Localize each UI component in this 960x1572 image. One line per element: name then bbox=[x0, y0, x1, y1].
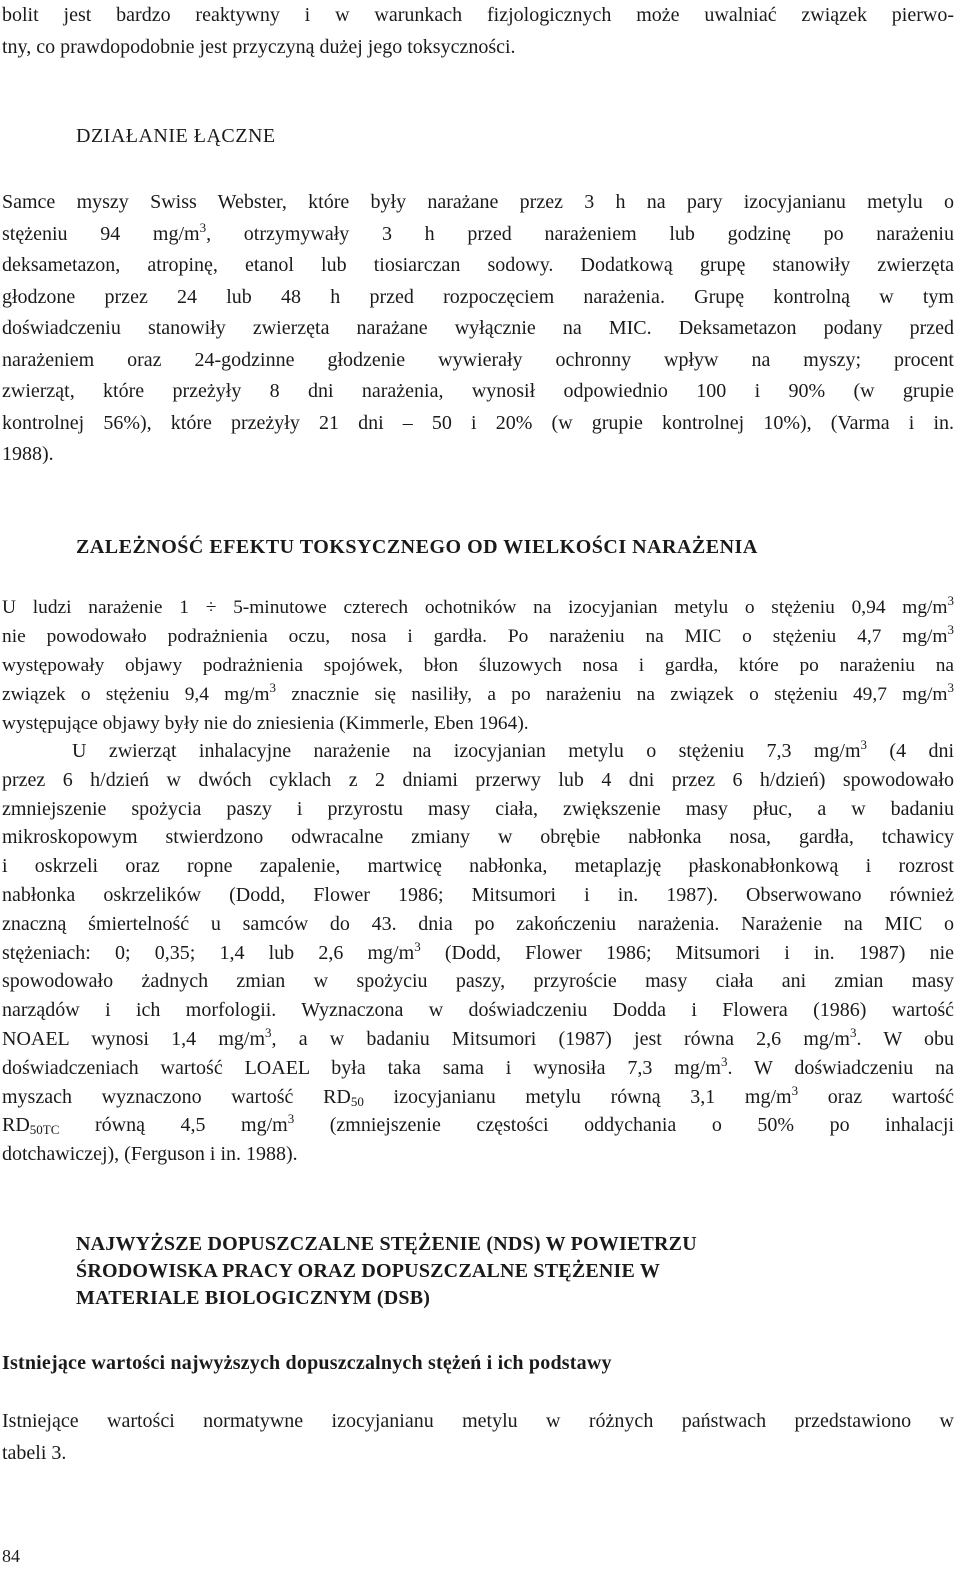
animals-paragraph bbox=[2, 737, 954, 1169]
text-line: zwierząt, które przeżyły 8 dni narażenia, wynosił odpowiednio 100 i 90% (w grupie bbox=[2, 380, 954, 402]
heading-line: ŚRODOWISKA PRACY ORAZ DOPUSZCZALNE STĘŻENIE W bbox=[76, 1260, 661, 1282]
text-line: tny, co prawdopodobnie jest przyczyną dużej jego toksyczności. bbox=[2, 35, 516, 58]
text-line: spowodowało żadnych zmian w spożyciu paszy, przyroście masy ciała ani zmian masy bbox=[2, 970, 954, 993]
text-line: występowały objawy podrażnienia spojówek, błon śluzowych nosa i gardła, które po narażeniu na bbox=[2, 655, 954, 676]
text-line: Samce myszy Swiss Webster, które były narażane przez 3 h na pary izocyjanianu metylu o bbox=[2, 191, 954, 213]
text-line: kontrolnej 56%), które przeżyły 21 dni – 50 i 20% (w grupie kontrolnej 10%), (Varma i in. bbox=[2, 411, 954, 434]
subsection-heading-existing-values: Istniejące wartości najwyższych dopuszczalnych stężeń i ich podstawy bbox=[2, 1352, 612, 1374]
text-line: dotchawiczej), (Ferguson i in. 1988). bbox=[2, 1143, 298, 1166]
humans-paragraph bbox=[2, 593, 954, 738]
section-heading-combined-action: DZIAŁANIE ŁĄCZNE bbox=[76, 125, 276, 147]
text-line: $RD_{50TC}$ równą 4,5 $mg/m^3$ (zmniejszenie częstości oddychania o 50% po inhalacji bbox=[2, 1111, 954, 1138]
text-line: stężeniach: 0; 0,35; 1,4 lub 2,6 $mg/m^3$ (Dodd, Flower 1986; Mitsumori i in. 1987) nie bbox=[2, 938, 954, 964]
text-line: myszach wyznaczono wartość $RD_{50}$ izocyjanianu metylu równą 3,1 $mg/m^3$ oraz wartość bbox=[2, 1082, 954, 1109]
text-line: zmniejszenie spożycia paszy i przyrostu masy ciała, zwiększenie masy płuc, a w badaniu bbox=[2, 797, 954, 820]
text-line: bolit jest bardzo reaktywny i w warunkach fizjologicznych może uwalniać związek pierwo- bbox=[2, 4, 954, 26]
text-line: U zwierząt inhalacyjne narażenie na izocyjanian metylu o stężeniu 7,3 $mg/m^3$ (4 dni bbox=[72, 737, 955, 762]
text-line: tabeli 3. bbox=[2, 1441, 67, 1464]
intro-paragraph bbox=[2, 0, 954, 63]
heading-line: NAJWYŻSZE DOPUSZCZALNE STĘŻENIE (NDS) W POWIETRZU bbox=[76, 1233, 697, 1255]
text-line: deksametazon, atropinę, etanol lub tiosiarczan sodowy. Dodatkową grupę stanowiły zwierzęta bbox=[2, 254, 954, 276]
text-line: nie powodowało podrażnienia oczu, nosa i gardła. Po narażeniu na MIC o stężeniu 4,7 $mg/m^3$ bbox=[2, 622, 954, 647]
existing-values-paragraph bbox=[2, 1406, 954, 1469]
text-line: występujące objawy były nie do zniesienia (Kimmerle, Eben 1964). bbox=[2, 713, 529, 734]
text-line: przez 6 h/dzień w dwóch cyklach z 2 dniami przerwy lub 4 dni przez 6 h/dzień) spowodowało bbox=[2, 768, 954, 791]
text-line: związek o stężeniu 9,4 $mg/m^3$ znacznie się nasiliły, a po narażeniu na związek o stężeniu 49,7 $mg/m^3$ bbox=[2, 680, 954, 705]
section-heading-nds-dsb bbox=[76, 1231, 697, 1312]
text-line: narażeniem oraz 24-godzinne głodzenie wywierały ochronny wpływ na myszy; procent bbox=[2, 348, 954, 371]
combined-action-paragraph bbox=[2, 187, 954, 471]
section-heading-dose-response: ZALEŻNOŚĆ EFEKTU TOKSYCZNEGO OD WIELKOŚCI NARAŻENIA bbox=[76, 536, 758, 558]
text-line: NOAEL wynosi 1,4 $mg/m^3$, a w badaniu Mitsumori (1987) jest równa 2,6 $mg/m^3$. W obu bbox=[2, 1024, 955, 1050]
text-line: głodzone przez 24 lub 48 h przed rozpoczęciem narażenia. Grupę kontrolną w tym bbox=[2, 285, 954, 308]
text-line: stężeniu 94 $mg/m^3$, otrzymywały 3 h przed narażeniem lub godzinę po narażeniu bbox=[2, 219, 954, 245]
text-line: nabłonka oskrzelików (Dodd, Flower 1986; Mitsumori i in. 1987). Obserwowano również bbox=[2, 883, 954, 906]
text-line: narządów i ich morfologii. Wyznaczona w doświadczeniu Dodda i Flowera (1986) wartość bbox=[2, 999, 954, 1022]
text-line: U ludzi narażenie 1 ÷ 5-minutowe czterech ochotników na izocyjanian metylu o stężeniu 0,94 $mg/m^3$ bbox=[2, 593, 954, 618]
text-line: 1988). bbox=[2, 443, 54, 465]
text-line: i oskrzeli oraz ropne zapalenie, martwicę nabłonka, metaplazję płaskonabłonkową i rozrost bbox=[2, 855, 954, 878]
text-line: doświadczeniach wartość LOAEL była taka sama i wynosiła 7,3 $mg/m^3$. W doświadczeniu na bbox=[2, 1053, 954, 1079]
text-line: mikroskopowym stwierdzono odwracalne zmiany w obrębie nabłonka nosa, gardła, tchawicy bbox=[2, 826, 954, 849]
text-line: znaczną śmiertelność u samców do 43. dnia po zakończeniu narażenia. Narażenie na MIC o bbox=[2, 912, 954, 935]
page-number: 84 bbox=[2, 1546, 20, 1566]
heading-line: MATERIALE BIOLOGICZNYM (DSB) bbox=[76, 1287, 431, 1309]
text-line: doświadczeniu stanowiły zwierzęta narażane wyłącznie na MIC. Deksametazon podany przed bbox=[2, 317, 954, 339]
text-line: Istniejące wartości normatywne izocyjanianu metylu w różnych państwach przedstawiono w bbox=[2, 1410, 954, 1432]
